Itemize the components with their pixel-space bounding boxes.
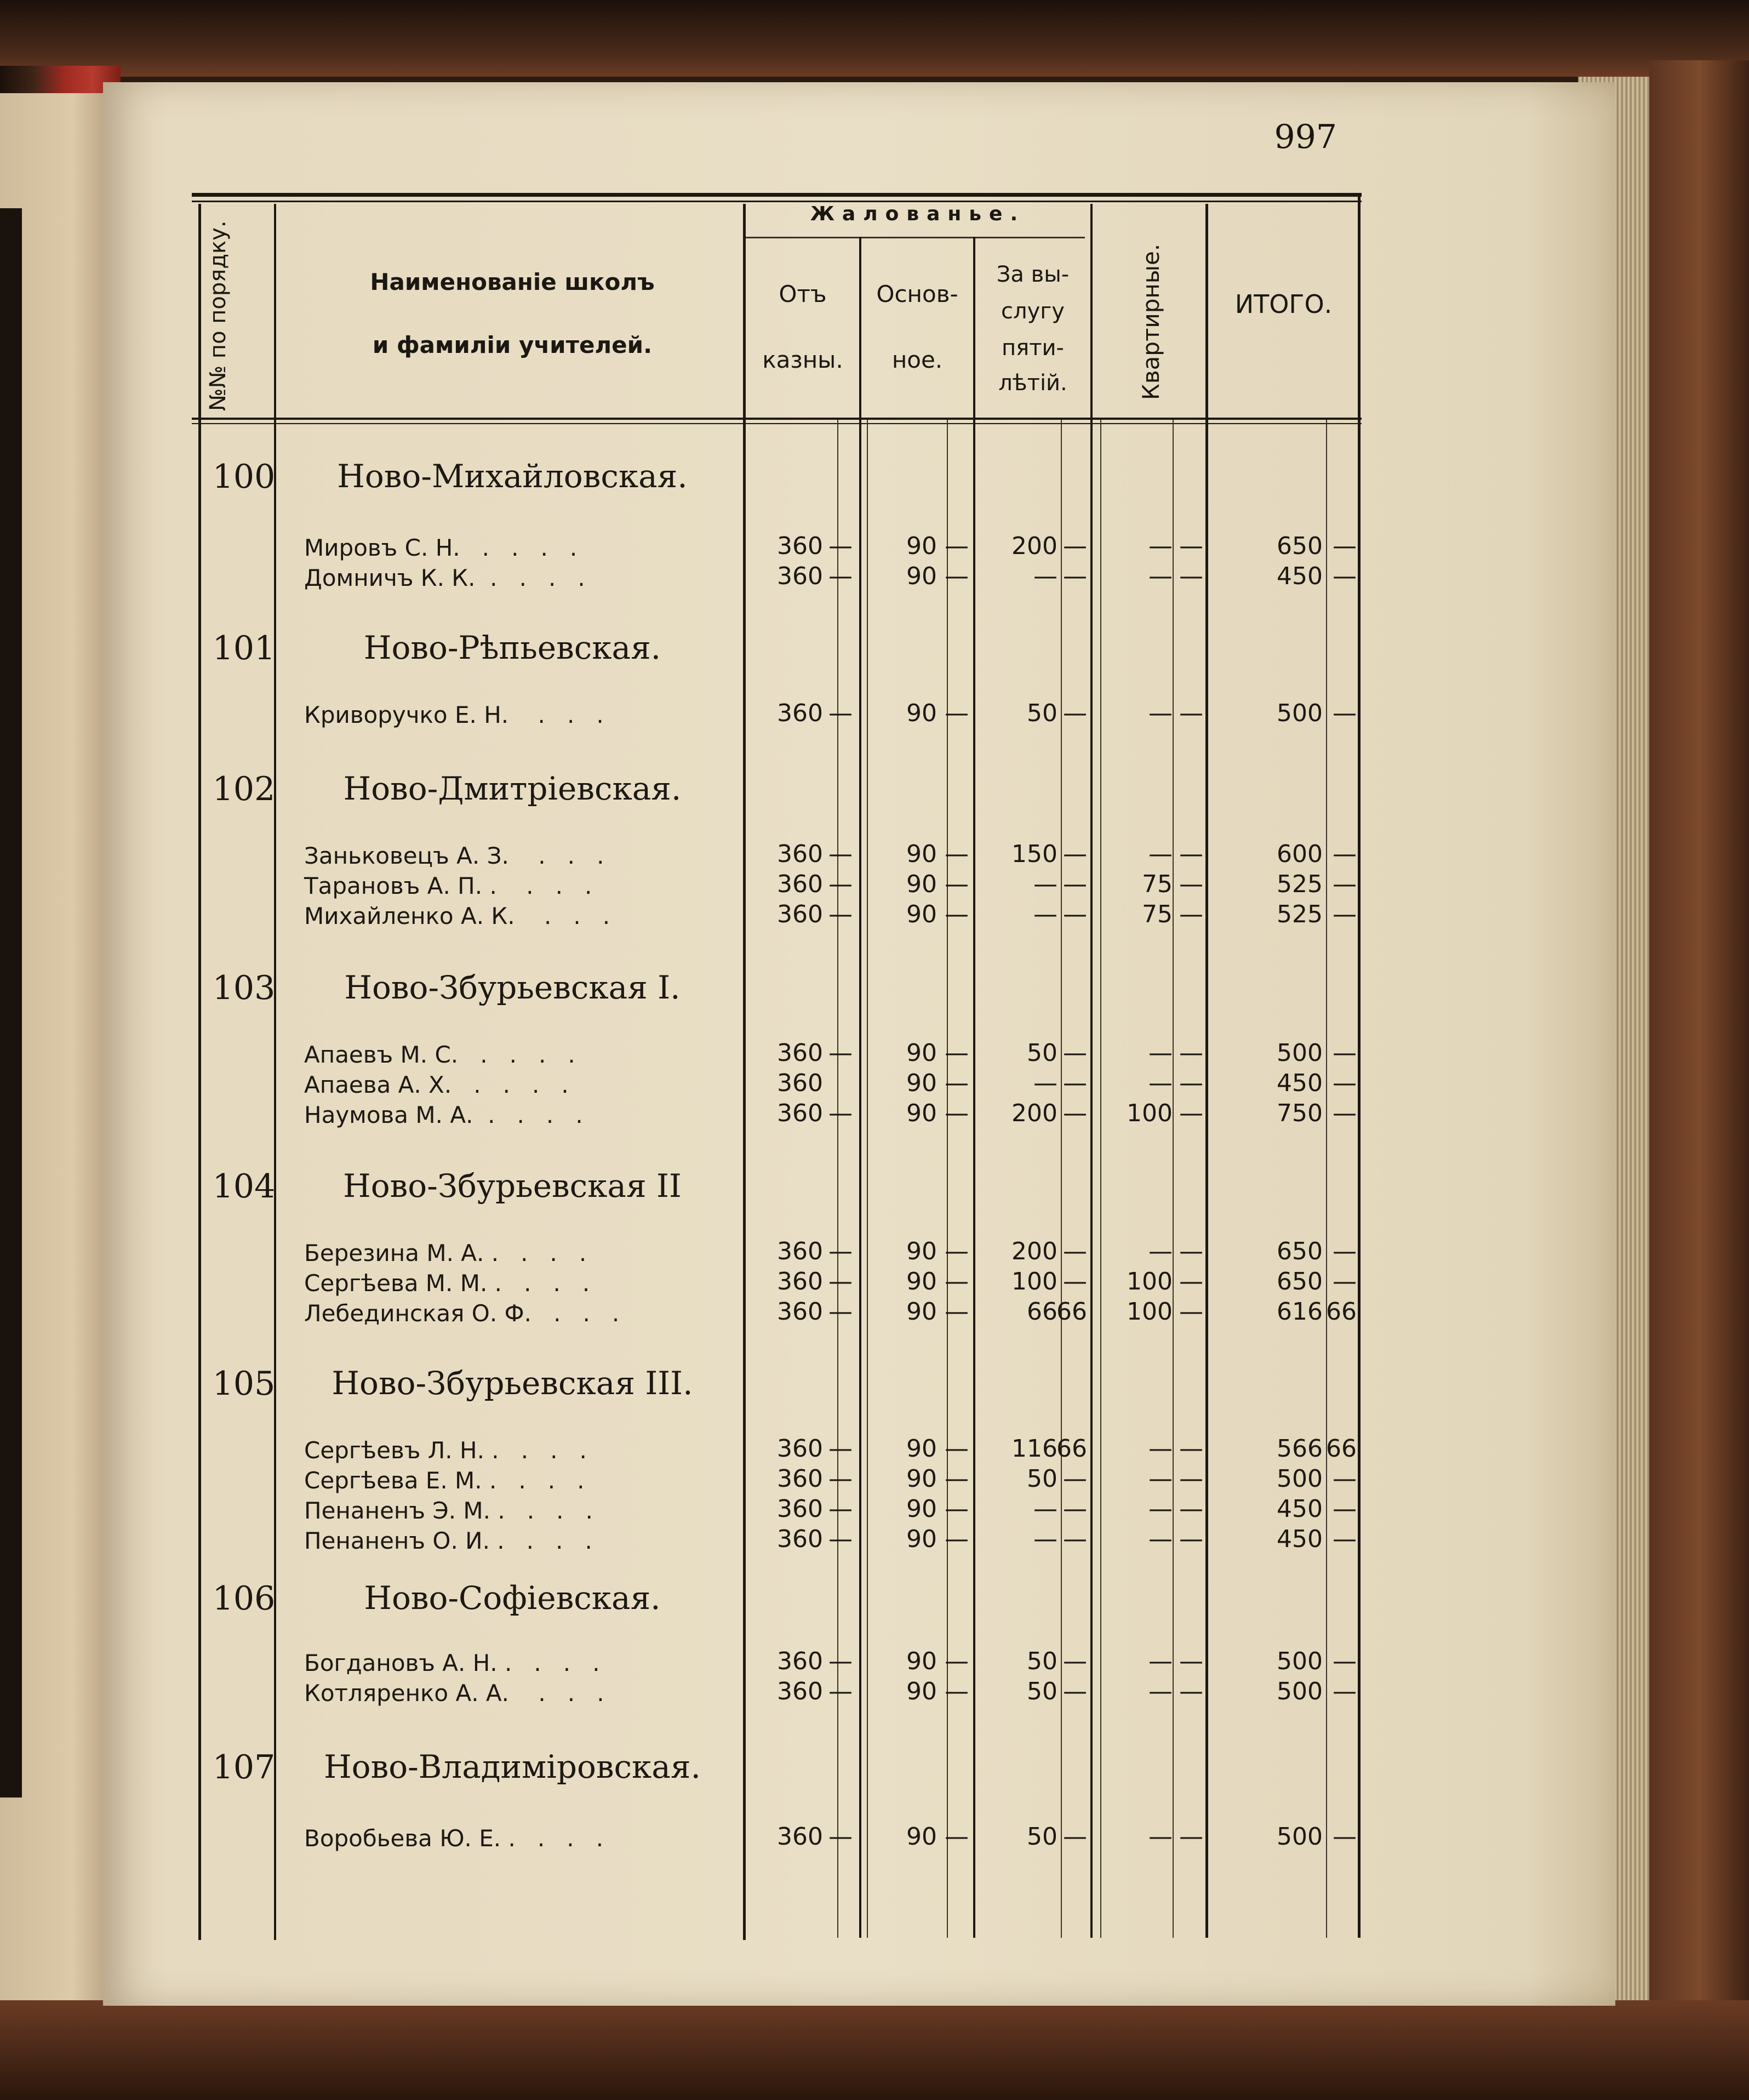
base-kop-cell: — xyxy=(945,840,969,868)
total-kop-cell: — xyxy=(1333,1099,1357,1127)
col-line-seniority-sub xyxy=(1061,420,1062,1938)
seniority-cell: — xyxy=(1033,870,1058,898)
base-kop-cell: — xyxy=(945,1465,969,1493)
base-kop-cell: — xyxy=(945,1435,969,1463)
seniority-cell: 50 xyxy=(1027,1647,1058,1675)
base-kop-cell: — xyxy=(945,870,969,898)
housing-kop-cell: — xyxy=(1179,1435,1203,1463)
base-kop-cell: — xyxy=(945,1268,969,1296)
housing-cell: — xyxy=(1148,1465,1173,1493)
base-kop-cell: — xyxy=(945,562,969,590)
header-col-housing: Квартирные. xyxy=(1138,243,1164,400)
header-seniority-3: пяти- xyxy=(1002,335,1064,361)
header-base-2: ное. xyxy=(891,346,943,373)
treasury-cell: 360 xyxy=(777,1435,823,1463)
col-line-base-sub xyxy=(947,420,948,1938)
seniority-kop-cell: — xyxy=(1063,1465,1087,1493)
housing-kop-cell: — xyxy=(1179,840,1203,868)
treasury-cell: 360 xyxy=(777,562,823,590)
treasury-cell: 360 xyxy=(777,1525,823,1553)
base-cell: 90 xyxy=(906,1069,937,1097)
teacher-name: Сергѣева Е. М. . . . . xyxy=(304,1467,585,1494)
teacher-name: Пенаненъ О. И. . . . . xyxy=(304,1527,592,1554)
housing-kop-cell: — xyxy=(1179,532,1203,560)
header-col-name-line2: и фамиліи учителей. xyxy=(372,332,653,358)
school-name: Ново-Софіевская. xyxy=(364,1579,661,1617)
seniority-kop-cell: 66 xyxy=(1056,1435,1087,1463)
seniority-cell: 200 xyxy=(1011,1099,1058,1127)
school-name: Ново-Дмитріевская. xyxy=(343,770,682,807)
total-kop-cell: — xyxy=(1333,1525,1357,1553)
total-cell: 450 xyxy=(1277,1525,1323,1553)
teacher-name: Домничъ К. К. . . . . xyxy=(304,564,585,591)
base-cell: 90 xyxy=(906,900,937,928)
seniority-kop-cell: — xyxy=(1063,699,1087,727)
treasury-kop-cell: — xyxy=(828,1268,853,1296)
book-cover-bottom xyxy=(0,2000,1749,2100)
housing-cell: — xyxy=(1148,562,1173,590)
book-cover-right xyxy=(1649,60,1749,2011)
seniority-kop-cell: — xyxy=(1063,1099,1087,1127)
seniority-kop-cell: — xyxy=(1063,1495,1087,1523)
total-kop-cell: — xyxy=(1333,1237,1357,1265)
seniority-cell: 150 xyxy=(1011,840,1058,868)
school-number: 104 xyxy=(212,1167,276,1206)
treasury-kop-cell: — xyxy=(828,699,853,727)
seniority-kop-cell: — xyxy=(1063,870,1087,898)
base-cell: 90 xyxy=(906,840,937,868)
teacher-name: Лебединская О. Ф. . . . xyxy=(304,1300,620,1327)
total-cell: 450 xyxy=(1277,562,1323,590)
total-cell: 525 xyxy=(1277,870,1323,898)
base-kop-cell: — xyxy=(945,699,969,727)
header-bottom-rule xyxy=(192,418,1362,420)
book-cover-top xyxy=(0,0,1749,77)
housing-cell: — xyxy=(1148,1525,1173,1553)
total-cell: 616 xyxy=(1277,1298,1323,1326)
seniority-kop-cell: — xyxy=(1063,1647,1087,1675)
base-cell: 90 xyxy=(906,699,937,727)
treasury-kop-cell: — xyxy=(828,1298,853,1326)
housing-kop-cell: — xyxy=(1179,1677,1203,1705)
housing-cell: — xyxy=(1148,840,1173,868)
teacher-name: Апаева А. Х. . . . . xyxy=(304,1071,569,1098)
treasury-kop-cell: — xyxy=(828,870,853,898)
housing-kop-cell: — xyxy=(1179,1525,1203,1553)
school-number: 100 xyxy=(212,458,276,496)
housing-cell: — xyxy=(1148,1495,1173,1523)
page-number: 997 xyxy=(1274,118,1337,156)
total-cell: 500 xyxy=(1277,699,1323,727)
seniority-cell: 100 xyxy=(1011,1268,1058,1296)
total-kop-cell: — xyxy=(1333,870,1357,898)
header-seniority-4: лѣтій. xyxy=(998,370,1067,396)
treasury-kop-cell: — xyxy=(828,900,853,928)
teacher-name: Михайленко А. К. . . . xyxy=(304,903,610,929)
total-kop-cell: — xyxy=(1333,840,1357,868)
header-col-no: №№ по порядку. xyxy=(205,220,231,411)
base-cell: 90 xyxy=(906,1298,937,1326)
total-kop-cell: — xyxy=(1333,1039,1357,1067)
housing-kop-cell: — xyxy=(1179,900,1203,928)
teacher-name: Сергѣевъ Л. Н. . . . . xyxy=(304,1437,587,1464)
total-kop-cell: — xyxy=(1333,1495,1357,1523)
housing-kop-cell: — xyxy=(1179,1039,1203,1067)
treasury-kop-cell: — xyxy=(828,1677,853,1705)
treasury-kop-cell: — xyxy=(828,1495,853,1523)
total-kop-cell: 66 xyxy=(1326,1435,1357,1463)
treasury-kop-cell: — xyxy=(828,1823,853,1851)
school-number: 106 xyxy=(212,1579,276,1618)
salary-group-rule xyxy=(745,237,1085,238)
housing-cell: — xyxy=(1148,1039,1173,1067)
total-kop-cell: — xyxy=(1333,1677,1357,1705)
total-cell: 566 xyxy=(1277,1435,1323,1463)
housing-cell: — xyxy=(1148,1069,1173,1097)
teacher-name: Сергѣева М. М. . . . . xyxy=(304,1270,590,1297)
seniority-kop-cell: — xyxy=(1063,1039,1087,1067)
header-bottom-rule-thin xyxy=(192,423,1362,424)
total-kop-cell: 66 xyxy=(1326,1298,1357,1326)
header-col-name-line1: Наименованіе школъ xyxy=(370,269,655,295)
total-kop-cell: — xyxy=(1333,1268,1357,1296)
seniority-cell: — xyxy=(1033,562,1058,590)
seniority-cell: — xyxy=(1033,1495,1058,1523)
housing-kop-cell: — xyxy=(1179,1099,1203,1127)
col-line-treasury-b xyxy=(867,420,868,1938)
base-cell: 90 xyxy=(906,1495,937,1523)
base-cell: 90 xyxy=(906,1647,937,1675)
housing-cell: — xyxy=(1148,1237,1173,1265)
school-name: Ново-Збурьевская II xyxy=(343,1167,682,1205)
housing-kop-cell: — xyxy=(1179,1495,1203,1523)
housing-cell: — xyxy=(1148,532,1173,560)
housing-kop-cell: — xyxy=(1179,1298,1203,1326)
base-kop-cell: — xyxy=(945,1039,969,1067)
base-cell: 90 xyxy=(906,1823,937,1851)
total-kop-cell: — xyxy=(1333,1069,1357,1097)
total-kop-cell: — xyxy=(1333,532,1357,560)
school-number: 102 xyxy=(212,770,276,808)
housing-kop-cell: — xyxy=(1179,1069,1203,1097)
col-line-left xyxy=(198,204,201,1940)
seniority-cell: 200 xyxy=(1011,532,1058,560)
treasury-cell: 360 xyxy=(777,1237,823,1265)
treasury-cell: 360 xyxy=(777,1069,823,1097)
seniority-kop-cell: — xyxy=(1063,900,1087,928)
header-col-total: ИТОГО. xyxy=(1234,289,1333,319)
housing-cell: 75 xyxy=(1142,870,1173,898)
seniority-cell: 50 xyxy=(1027,1823,1058,1851)
col-line-treasury-sub xyxy=(837,420,838,1938)
total-cell: 650 xyxy=(1277,1237,1323,1265)
base-kop-cell: — xyxy=(945,1647,969,1675)
total-cell: 500 xyxy=(1277,1823,1323,1851)
total-cell: 450 xyxy=(1277,1495,1323,1523)
seniority-cell: — xyxy=(1033,1069,1058,1097)
header-salary-group: Жалованье. xyxy=(810,203,1026,225)
base-kop-cell: — xyxy=(945,1237,969,1265)
teacher-name: Мировъ С. Н. . . . . xyxy=(304,534,578,561)
teacher-name: Богдановъ А. Н. . . . . xyxy=(304,1650,600,1676)
teacher-name: Березина М. А. . . . . xyxy=(304,1240,587,1266)
total-cell: 450 xyxy=(1277,1069,1323,1097)
housing-cell: 100 xyxy=(1127,1099,1173,1127)
col-line-total-sub xyxy=(1326,420,1327,1938)
seniority-cell: 200 xyxy=(1011,1237,1058,1265)
teacher-name: Котляренко А. А. . . . xyxy=(304,1680,604,1707)
seniority-cell: 50 xyxy=(1027,1465,1058,1493)
col-line-housing xyxy=(1205,204,1208,1938)
base-cell: 90 xyxy=(906,1099,937,1127)
base-cell: 90 xyxy=(906,1237,937,1265)
housing-kop-cell: — xyxy=(1179,1268,1203,1296)
total-cell: 500 xyxy=(1277,1465,1323,1493)
total-kop-cell: — xyxy=(1333,1647,1357,1675)
header-base-1: Основ- xyxy=(876,281,958,307)
header-treasury-2: казны. xyxy=(762,346,843,373)
seniority-kop-cell: 66 xyxy=(1056,1298,1087,1326)
treasury-kop-cell: — xyxy=(828,1525,853,1553)
school-number: 107 xyxy=(212,1748,276,1787)
base-cell: 90 xyxy=(906,1525,937,1553)
treasury-kop-cell: — xyxy=(828,840,853,868)
base-cell: 90 xyxy=(906,1465,937,1493)
seniority-kop-cell: — xyxy=(1063,532,1087,560)
housing-kop-cell: — xyxy=(1179,1823,1203,1851)
base-cell: 90 xyxy=(906,1677,937,1705)
total-kop-cell: — xyxy=(1333,900,1357,928)
total-kop-cell: — xyxy=(1333,699,1357,727)
housing-kop-cell: — xyxy=(1179,1237,1203,1265)
seniority-kop-cell: — xyxy=(1063,1525,1087,1553)
seniority-cell: 50 xyxy=(1027,1677,1058,1705)
housing-cell: — xyxy=(1148,1677,1173,1705)
housing-kop-cell: — xyxy=(1179,699,1203,727)
seniority-cell: 116 xyxy=(1011,1435,1058,1463)
school-name: Ново-Владиміровская. xyxy=(324,1748,701,1785)
treasury-kop-cell: — xyxy=(828,532,853,560)
treasury-cell: 360 xyxy=(777,1647,823,1675)
col-line-right xyxy=(1358,193,1361,1938)
housing-cell: 75 xyxy=(1142,900,1173,928)
seniority-kop-cell: — xyxy=(1063,1268,1087,1296)
base-cell: 90 xyxy=(906,532,937,560)
treasury-kop-cell: — xyxy=(828,562,853,590)
treasury-cell: 360 xyxy=(777,900,823,928)
base-kop-cell: — xyxy=(945,532,969,560)
teacher-name: Воробьева Ю. Е. . . . . xyxy=(304,1825,604,1852)
seniority-cell: — xyxy=(1033,1525,1058,1553)
treasury-kop-cell: — xyxy=(828,1237,853,1265)
seniority-kop-cell: — xyxy=(1063,1823,1087,1851)
treasury-cell: 360 xyxy=(777,1677,823,1705)
school-number: 101 xyxy=(212,629,276,667)
school-name: Ново-Збурьевская I. xyxy=(344,969,681,1006)
table-top-rule-thin xyxy=(192,201,1362,202)
housing-cell: — xyxy=(1148,1823,1173,1851)
treasury-cell: 360 xyxy=(777,532,823,560)
housing-kop-cell: — xyxy=(1179,1647,1203,1675)
base-cell: 90 xyxy=(906,1435,937,1463)
base-cell: 90 xyxy=(906,1039,937,1067)
teacher-name: Апаевъ М. С. . . . . xyxy=(304,1041,575,1068)
col-line-housing-sub xyxy=(1173,420,1174,1938)
total-kop-cell: — xyxy=(1333,562,1357,590)
seniority-kop-cell: — xyxy=(1063,562,1087,590)
treasury-cell: 360 xyxy=(777,870,823,898)
treasury-cell: 360 xyxy=(777,1268,823,1296)
teacher-name: Криворучко Е. Н. . . . xyxy=(304,701,604,728)
treasury-cell: 360 xyxy=(777,1465,823,1493)
housing-cell: 100 xyxy=(1127,1268,1173,1296)
treasury-cell: 360 xyxy=(777,1039,823,1067)
total-kop-cell: — xyxy=(1333,1823,1357,1851)
previous-page-shadow xyxy=(0,208,22,1797)
seniority-cell: 50 xyxy=(1027,1039,1058,1067)
seniority-kop-cell: — xyxy=(1063,840,1087,868)
seniority-cell: 50 xyxy=(1027,699,1058,727)
header-seniority-2: слугу xyxy=(1001,299,1065,324)
header-treasury-1: Отъ xyxy=(779,281,827,307)
base-kop-cell: — xyxy=(945,1823,969,1851)
treasury-kop-cell: — xyxy=(828,1435,853,1463)
housing-kop-cell: — xyxy=(1179,870,1203,898)
header-seniority-1: За вы- xyxy=(996,262,1070,287)
total-cell: 600 xyxy=(1277,840,1323,868)
housing-cell: — xyxy=(1148,1435,1173,1463)
base-cell: 90 xyxy=(906,562,937,590)
treasury-kop-cell: — xyxy=(828,1039,853,1067)
seniority-kop-cell: — xyxy=(1063,1237,1087,1265)
treasury-cell: 360 xyxy=(777,699,823,727)
total-kop-cell: — xyxy=(1333,1465,1357,1493)
base-kop-cell: — xyxy=(945,1099,969,1127)
base-kop-cell: — xyxy=(945,1495,969,1523)
base-cell: 90 xyxy=(906,870,937,898)
base-kop-cell: — xyxy=(945,1069,969,1097)
treasury-cell: 360 xyxy=(777,1823,823,1851)
treasury-cell: 360 xyxy=(777,1298,823,1326)
total-cell: 750 xyxy=(1277,1099,1323,1127)
base-kop-cell: — xyxy=(945,900,969,928)
housing-cell: — xyxy=(1148,1647,1173,1675)
treasury-kop-cell: — xyxy=(828,1465,853,1493)
housing-kop-cell: — xyxy=(1179,562,1203,590)
treasury-cell: 360 xyxy=(777,1495,823,1523)
base-cell: 90 xyxy=(906,1268,937,1296)
treasury-cell: 360 xyxy=(777,1099,823,1127)
table-top-rule xyxy=(192,193,1362,197)
teacher-name: Заньковецъ А. З. . . . xyxy=(304,842,604,869)
housing-cell: — xyxy=(1148,699,1173,727)
teacher-name: Пенаненъ Э. М. . . . . xyxy=(304,1497,593,1524)
treasury-cell: 360 xyxy=(777,840,823,868)
seniority-kop-cell: — xyxy=(1063,1677,1087,1705)
housing-cell: 100 xyxy=(1127,1298,1173,1326)
base-kop-cell: — xyxy=(945,1525,969,1553)
total-cell: 500 xyxy=(1277,1677,1323,1705)
seniority-cell: — xyxy=(1033,900,1058,928)
seniority-kop-cell: — xyxy=(1063,1069,1087,1097)
school-name: Ново-Рѣпьевская. xyxy=(363,629,661,666)
base-kop-cell: — xyxy=(945,1677,969,1705)
base-kop-cell: — xyxy=(945,1298,969,1326)
school-name: Ново-Збурьевская III. xyxy=(331,1365,693,1402)
teacher-name: Тарановъ А. П. . . . . xyxy=(304,872,592,899)
school-number: 103 xyxy=(212,969,276,1007)
seniority-cell: 66 xyxy=(1027,1298,1058,1326)
col-line-seniority-b xyxy=(1100,420,1101,1938)
treasury-kop-cell: — xyxy=(828,1099,853,1127)
total-cell: 650 xyxy=(1277,1268,1323,1296)
treasury-kop-cell: — xyxy=(828,1647,853,1675)
total-cell: 650 xyxy=(1277,532,1323,560)
school-name: Ново-Михайловская. xyxy=(337,458,688,495)
total-cell: 525 xyxy=(1277,900,1323,928)
housing-kop-cell: — xyxy=(1179,1465,1203,1493)
total-cell: 500 xyxy=(1277,1647,1323,1675)
teacher-name: Наумова М. А. . . . . xyxy=(304,1102,583,1128)
school-number: 105 xyxy=(212,1365,276,1403)
total-cell: 500 xyxy=(1277,1039,1323,1067)
